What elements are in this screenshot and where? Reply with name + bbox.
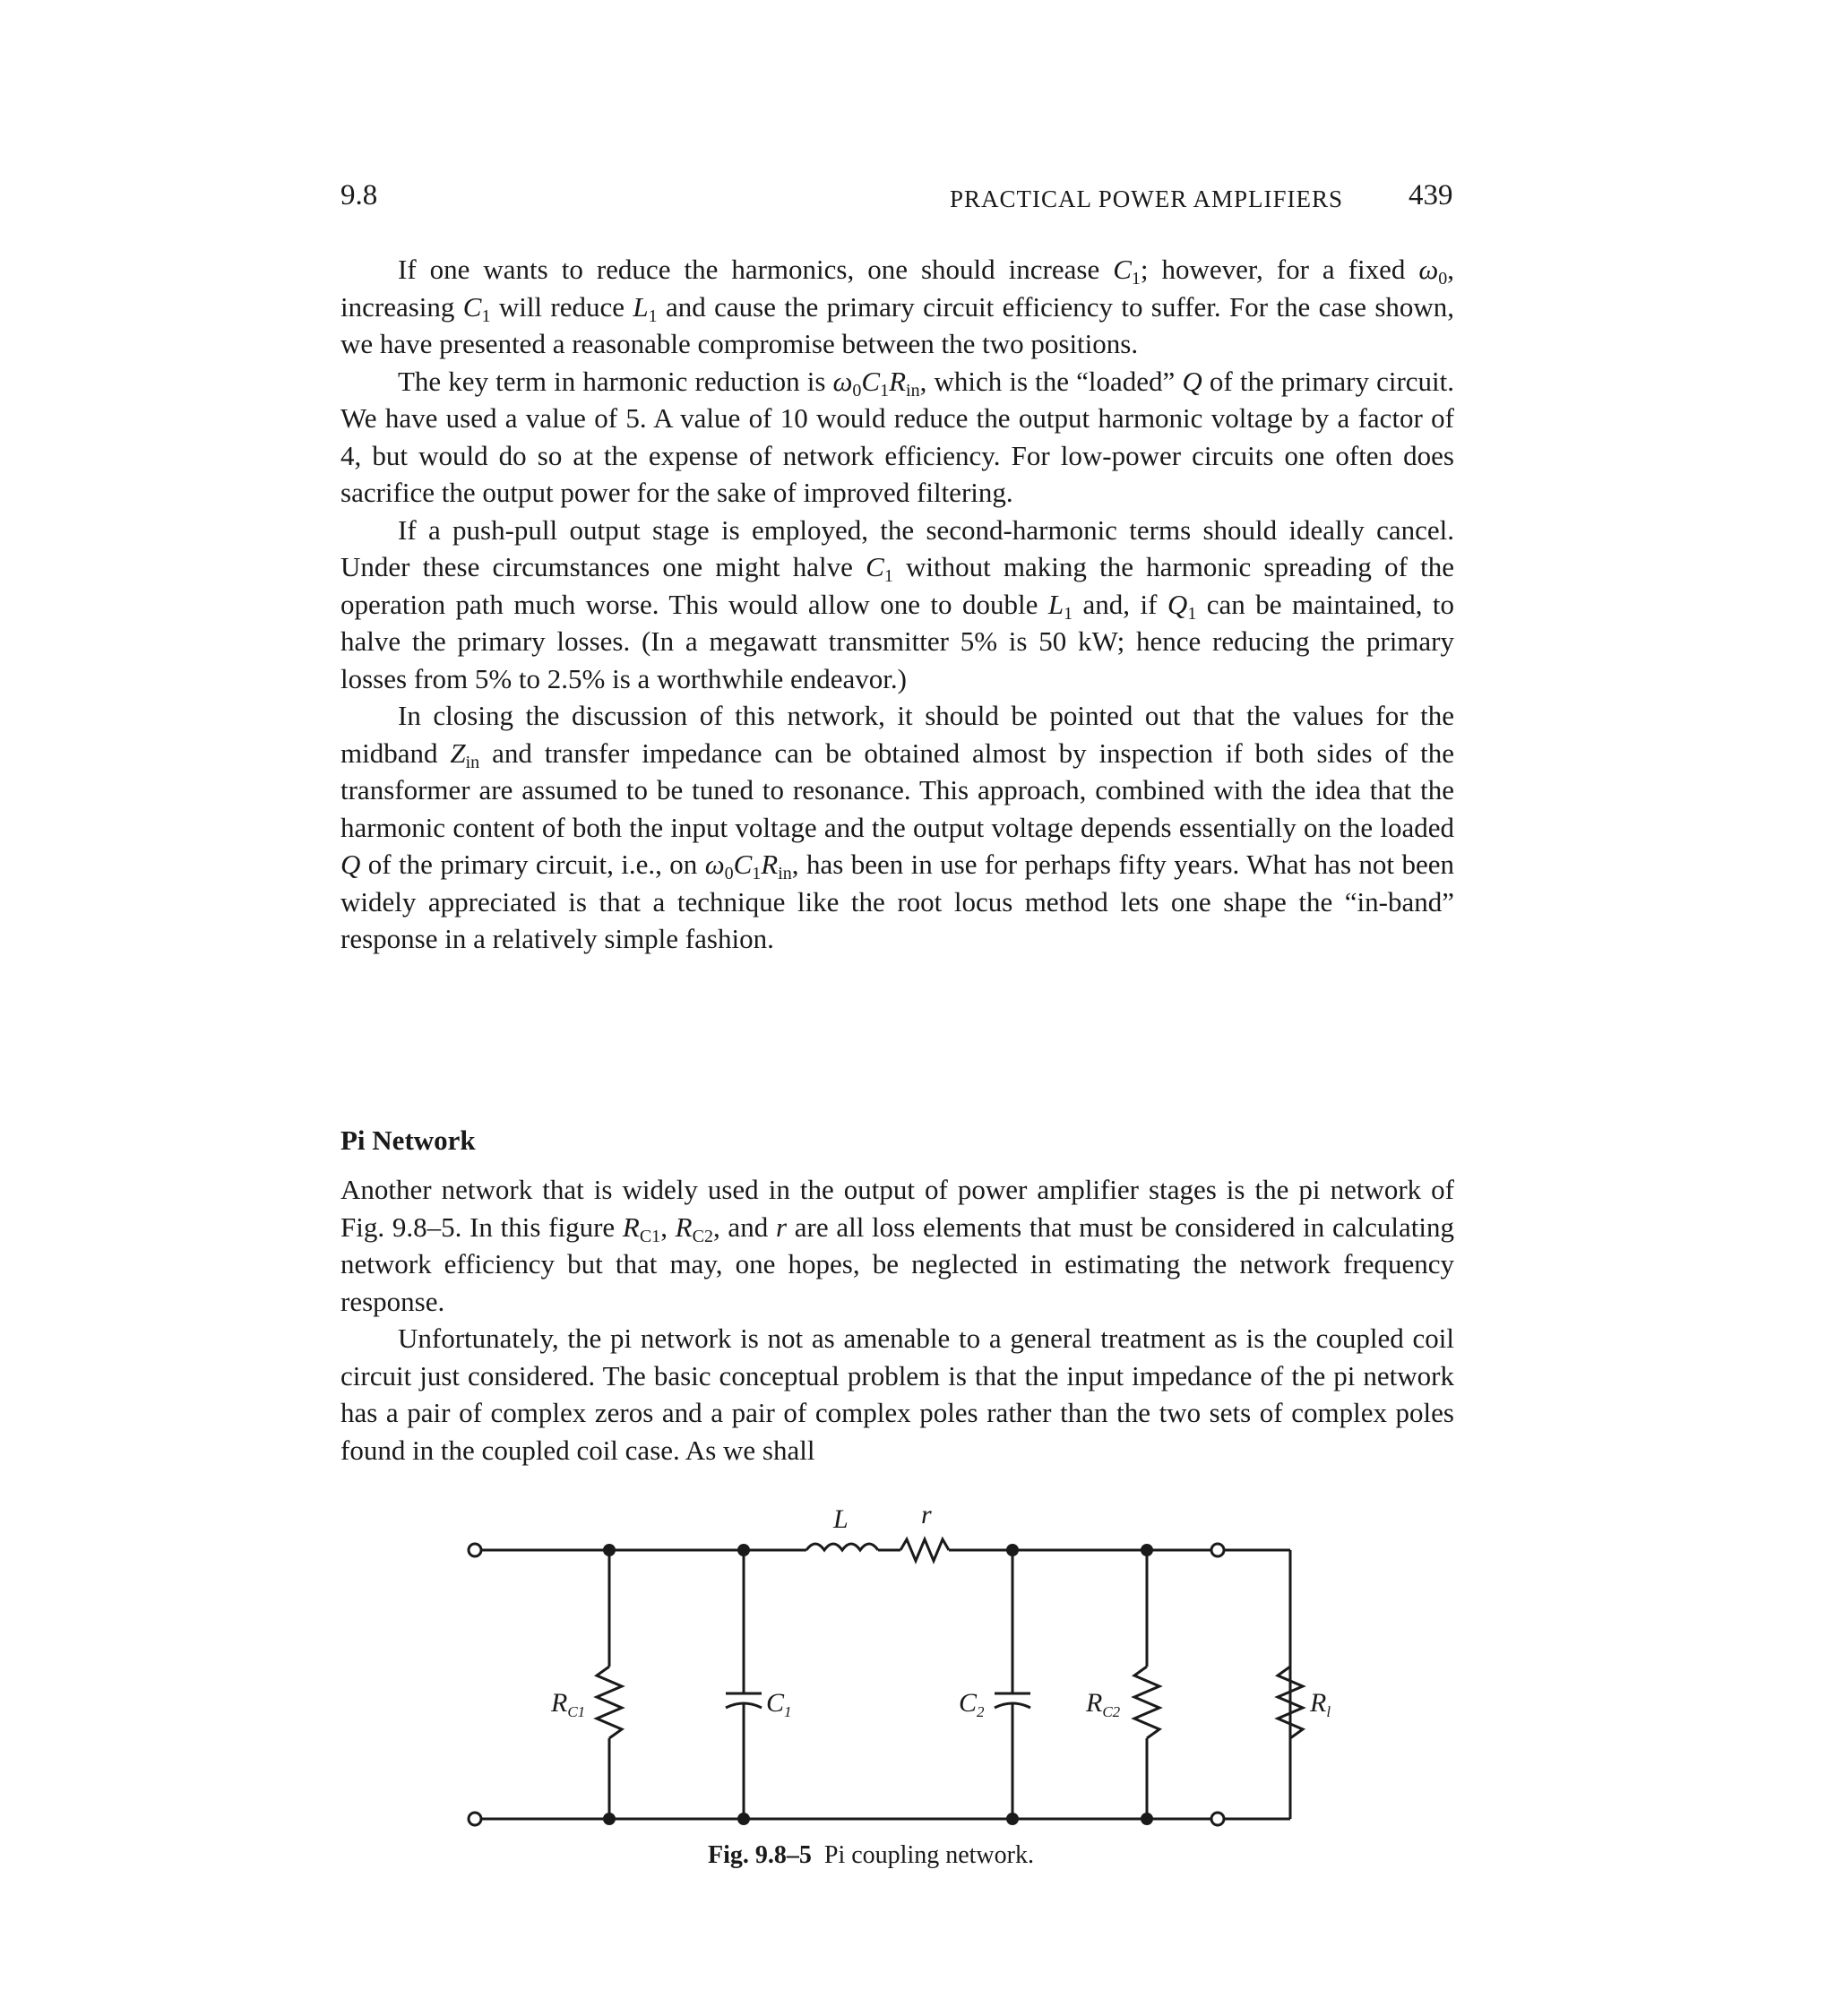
- rl-subscript: l: [1326, 1703, 1331, 1720]
- svg-text:C2: [959, 1688, 985, 1720]
- body-text-top: [340, 251, 1454, 958]
- inductor-label: L: [833, 1504, 849, 1534]
- series-resistor-label: r: [921, 1500, 932, 1529]
- section-number: 9.8: [340, 179, 378, 211]
- paragraph: If a push-pull output stage is employed, the second-harmonic terms should ideally cancel. Under these circumstances one might halve $C_1$ without making the harmonic spreading of the operation path much worse. This would allow one to double $L_1$ and, if $Q_1$ can be maintained, to halve the primary losses. (In a megawatt transmitter 5% is 50 kW; hence reducing the primary losses from 5% to 2.5% is a worthwhile endeavor.): [340, 513, 1455, 694]
- svg-text:RC1: [550, 1688, 585, 1720]
- figure-number: Fig. 9.8–5: [708, 1841, 812, 1869]
- rc1-label: R: [551, 1688, 568, 1718]
- paragraph: Another network that is widely used in the output of power amplifier stages is the pi network of Fig. 9.8–5. In this figure $R_{C1}$, $R_{C2}$, and r are all loss elements that must be considered in calculating network efficiency but that may, one hopes, be neglected in estimating the network frequency response.: [340, 1174, 1454, 1317]
- pi-network-circuit-diagram: [448, 1487, 1344, 1837]
- paragraph: If one wants to reduce the harmonics, one should increase $C_1$; however, for a fixed $\omega_0$, increasing $C_1$ will reduce $L_1$ and cause the primary circuit efficiency to suffer. For the case shown, we have presented a reasonable compromise between the two positions.: [340, 254, 1455, 359]
- section-heading: Pi Network: [340, 1124, 476, 1156]
- paragraph: In closing the discussion of this network, it should be pointed out that the values for the midband $Z_{in}$ and transfer impedance can be obtained almost by inspection if both sides of the transformer are assumed to be tuned to resonance. This approach, combined with the idea that the harmonic content of both the input voltage and the output voltage depends essentially on the loaded Q of the primary circuit, i.e., on $\omega_0C_1R_{in}$, has been in use for perhaps fifty years. What has not been widely appreciated is that a technique like the root locus method lets one shape the “in-band” response in a relatively simple fashion.: [340, 700, 1454, 954]
- running-title: PRACTICAL POWER AMPLIFIERS: [950, 185, 1344, 212]
- c1-label: C: [766, 1688, 785, 1718]
- figure-caption-text: Pi coupling network.: [823, 1841, 1034, 1869]
- rc1-subscript: C1: [567, 1703, 586, 1720]
- rl-label: R: [1310, 1688, 1327, 1718]
- paragraph: Unfortunately, the pi network is not as amenable to a general treatment as is the coupled coil circuit just considered. The basic conceptual problem is that the input impedance of the pi network has a pair of complex zeros and a pair of complex poles rather than the two sets of complex poles found in the coupled coil case. As we shall: [340, 1322, 1454, 1466]
- svg-text:Rl: [1309, 1688, 1331, 1720]
- c1-subscript: 1: [784, 1703, 792, 1720]
- svg-text:C1: [766, 1688, 792, 1720]
- rc2-label: R: [1086, 1688, 1103, 1718]
- rc2-subscript: C2: [1102, 1703, 1121, 1720]
- page-number: 439: [1409, 179, 1453, 211]
- c2-subscript: 2: [977, 1703, 985, 1720]
- c2-label: C: [959, 1688, 978, 1718]
- figure-caption: [708, 1841, 1034, 1870]
- svg-text:RC2: [1085, 1688, 1121, 1720]
- paragraph: The key term in harmonic reduction is $\omega_0C_1R_{in}$, which is the “loaded” Q of the primary circuit. We have used a value of 5. A value of 10 would reduce the output harmonic voltage by a factor of 4, but would do so at the expense of network efficiency. For low-power circuits one often does sacrifice the output power for the sake of improved filtering.: [340, 365, 1455, 508]
- body-text-bottom: [340, 1171, 1454, 1469]
